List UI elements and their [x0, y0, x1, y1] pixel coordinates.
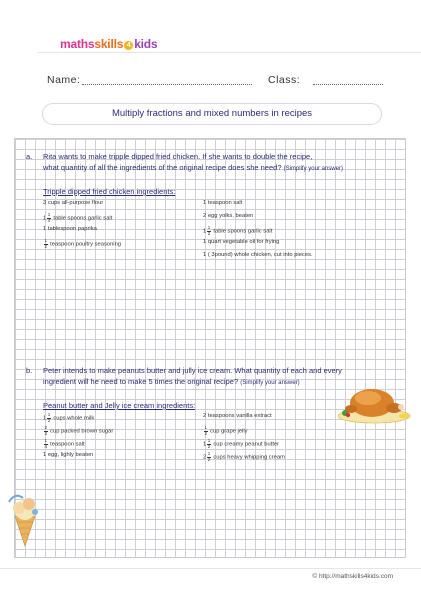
fraction-denominator: 2 [204, 430, 208, 436]
fraction [47, 213, 51, 223]
fraction [204, 426, 208, 436]
question-b-line1: Peter intends to make peanuts butter and jully ice cream. What quantity of each and every [43, 366, 342, 375]
whole-number: 1 [43, 415, 47, 422]
ingredient-text: 2 teaspoons vanilla extract [203, 413, 272, 419]
question-b-list-title: Peanut butter and Jelly ice cream ingredients: [43, 401, 196, 410]
question-a-ingredient [203, 200, 242, 206]
question-b-ingredient [203, 413, 272, 419]
worksheet-title: Multiply fractions and mixed numbers in recipes [42, 103, 382, 125]
ingredient-text: cup creamy peanut butter [211, 441, 280, 448]
fraction-denominator: 2 [207, 456, 211, 462]
fraction [44, 439, 48, 449]
ingredient-text: table spoons garlic salt [51, 215, 113, 222]
ingredient-text: teaspoon poultry seasoning [48, 241, 122, 248]
question-a-list-title: Tripple dipped fried chicken ingredients: [43, 187, 176, 196]
question-a-ingredient [43, 213, 112, 223]
ingredient-text: cups heavy whipping cream [211, 454, 285, 461]
whole-number: 1 [43, 215, 47, 222]
fraction-numerator: 1 [207, 451, 211, 456]
question-b-ingredient [203, 439, 279, 449]
fraction-numerator: 1 [47, 212, 51, 217]
fraction-denominator: 4 [44, 443, 48, 449]
question-a-ingredient [43, 200, 103, 206]
class-label: Class: [268, 74, 301, 86]
question-a-ingredient [43, 226, 97, 232]
ingredient-text: 1 quart vegetable oil for frying [203, 239, 280, 245]
question-b-line2: ingredient will he need to make 5 times the original recipe? (Simplify your answer) [43, 377, 300, 386]
question-a-text [43, 151, 398, 175]
fraction-denominator: 3 [44, 430, 48, 436]
fraction-denominator: 2 [207, 443, 211, 449]
question-b-ingredient [43, 413, 94, 423]
fraction-numerator: 1 [207, 438, 211, 443]
fraction [47, 413, 51, 423]
fraction [207, 452, 211, 462]
fraction-numerator: 1 [47, 412, 51, 417]
class-field[interactable] [313, 84, 383, 85]
fraction [44, 239, 48, 249]
question-a-line1: Rita wants to make tripple dipped fried chicken. If she wants to double the recipe, [43, 152, 313, 161]
ingredient-text: cup packed brown sugar [48, 428, 114, 435]
footer-divider [0, 568, 421, 569]
ingredient-text: 1 teaspoon salt [203, 200, 243, 206]
question-a-ingredient [43, 239, 121, 249]
ingredient-text: table spoons garlic salt [211, 228, 273, 235]
fraction-numerator: 1 [204, 425, 208, 430]
question-a-letter: a. [26, 152, 33, 161]
question-a-hint: (Simplify your answer) [283, 166, 343, 172]
ingredient-text: 1 ( 3pound) whole chicken, cut into pieces. [203, 252, 313, 258]
ingredient-text: 1 tablespoon paprika [43, 226, 97, 232]
ingredient-text: 2 egg yolks, beaten [203, 213, 254, 219]
ingredient-text: 3 cups all-purpose flour [43, 200, 104, 206]
roast-chicken-illustration [334, 376, 414, 426]
fraction-denominator: 2 [207, 230, 211, 236]
question-a-line2: what quantity of all the ingredients of the original recipe does she need? (Simplify your answer) [43, 163, 343, 172]
fraction [44, 426, 48, 436]
fraction-numerator: 1 [207, 225, 211, 230]
whole-number: 2 [203, 454, 207, 461]
question-a-ingredient [203, 213, 253, 219]
footer-copyright: © http://mathskills4kids.com [312, 573, 393, 580]
ingredient-text: teaspoon salt [48, 441, 85, 448]
ingredient-text: cup grape jelly [208, 428, 248, 435]
question-a-ingredient [203, 252, 313, 258]
fraction-numerator: 1 [44, 438, 48, 443]
site-logo: mathsskills 4 kids [60, 37, 158, 51]
fraction-numerator: 1 [44, 238, 48, 243]
ingredient-text: cups whole milk [51, 415, 95, 422]
whole-number: 1 [203, 228, 207, 235]
question-a-ingredient [203, 239, 279, 245]
ingredient-text: 1 egg, lighly beaten [43, 452, 94, 458]
question-a-ingredient [203, 226, 272, 236]
question-b-hint: (Simplify your answer) [240, 380, 300, 386]
question-b-ingredient [203, 452, 285, 462]
name-label: Name: [47, 74, 81, 86]
question-b-ingredient [43, 439, 85, 449]
fraction-numerator: 2 [44, 425, 48, 430]
question-b-ingredient [43, 452, 93, 458]
fraction-denominator: 4 [47, 217, 51, 223]
question-b-letter: b. [26, 366, 33, 375]
question-b-ingredient [43, 426, 113, 436]
fraction [207, 226, 211, 236]
fraction-denominator: 2 [44, 243, 48, 249]
fraction-denominator: 2 [47, 417, 51, 423]
question-b-ingredient [203, 426, 248, 436]
whole-number: 1 [203, 441, 207, 448]
name-field[interactable] [82, 84, 252, 85]
fraction [207, 439, 211, 449]
ice-cream-illustration [5, 492, 45, 547]
header-divider [38, 52, 421, 53]
